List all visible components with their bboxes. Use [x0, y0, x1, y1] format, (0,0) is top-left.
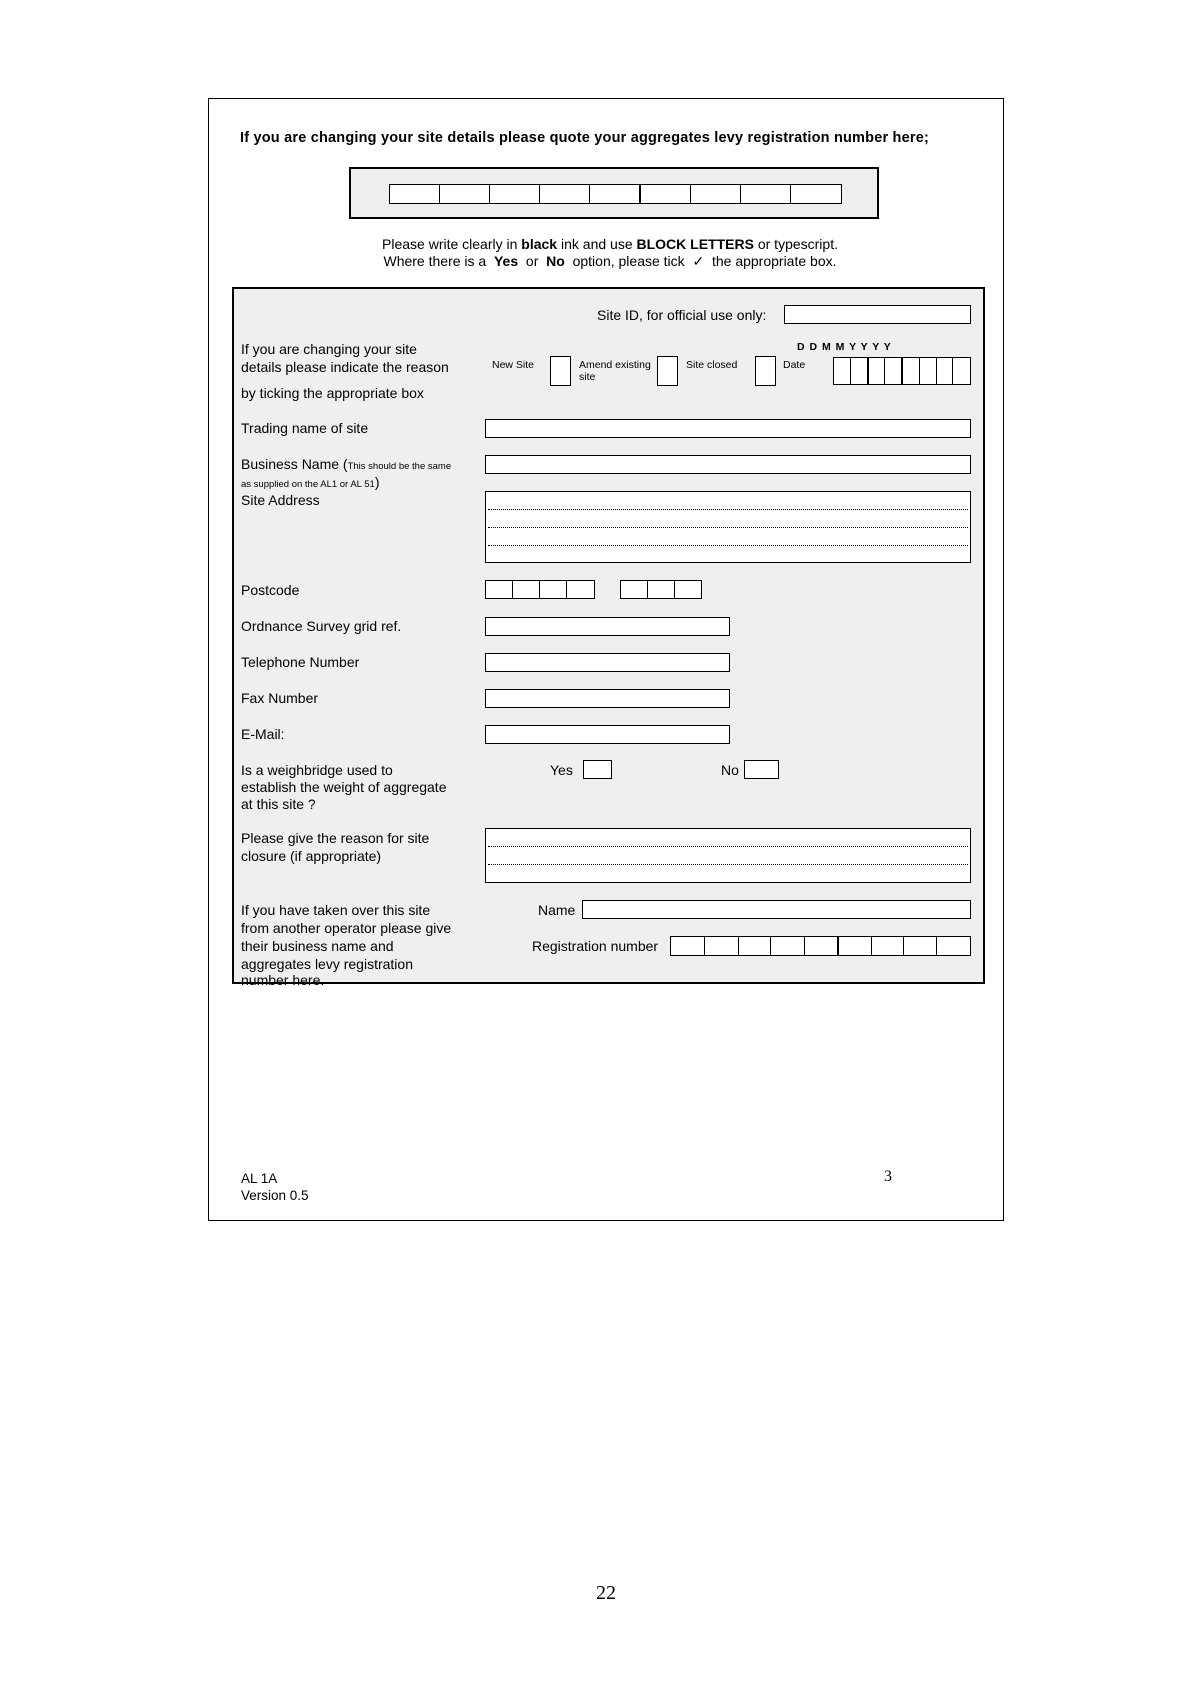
email-field[interactable]: [485, 725, 730, 744]
os-grid-ref-field[interactable]: [485, 617, 730, 636]
new-site-label: New Site: [492, 359, 535, 371]
date-format-hint: D D M M Y Y Y Y: [797, 341, 892, 353]
reg-digit-box[interactable]: [641, 185, 691, 203]
weighbridge-label-line-2: establish the weight of aggregate: [241, 779, 447, 795]
date-digit-box[interactable]: [834, 358, 851, 384]
postcode-char-box[interactable]: [621, 581, 648, 598]
amend-existing-label-line-2: site: [579, 371, 596, 383]
fax-label: Fax Number: [241, 690, 319, 706]
site-address-field[interactable]: [485, 491, 971, 563]
instructions-line-2: Where there is a Yes or No option, please tick ✓ the appropriate box.: [383, 253, 837, 269]
takeover-label-line-3: their business name and: [241, 938, 394, 954]
email-label: E-Mail:: [241, 726, 285, 742]
reg-digit-box[interactable]: [590, 185, 641, 203]
reg-digit-box[interactable]: [741, 185, 791, 203]
os-grid-ref-label: Ordnance Survey grid ref.: [241, 618, 402, 634]
reason-label-line-1: If you are changing your site: [241, 341, 417, 357]
reg-digit-box[interactable]: [691, 185, 741, 203]
postcode-char-box[interactable]: [540, 581, 567, 598]
prev-reg-digit-box[interactable]: [872, 937, 905, 955]
takeover-label-line-5: number here.: [241, 972, 325, 988]
site-id-label: Site ID, for official use only:: [597, 307, 767, 323]
date-boxes[interactable]: [833, 357, 971, 385]
business-name-field[interactable]: [485, 455, 971, 474]
prev-reg-digit-box[interactable]: [904, 937, 937, 955]
prev-reg-digit-box[interactable]: [937, 937, 970, 955]
trading-name-label: Trading name of site: [241, 420, 369, 436]
site-closed-label: Site closed: [686, 359, 738, 371]
prev-reg-digit-box[interactable]: [671, 937, 705, 955]
reg-digit-box[interactable]: [390, 185, 440, 203]
instructions-line-1: Please write clearly in black ink and use BLOCK LETTERS or typescript.: [382, 236, 838, 252]
form-code: AL 1A: [241, 1171, 278, 1186]
fax-field[interactable]: [485, 689, 730, 708]
registration-number-panel: [349, 167, 879, 219]
telephone-label: Telephone Number: [241, 654, 360, 670]
previous-registration-boxes[interactable]: [670, 936, 971, 956]
weighbridge-label-line-3: at this site ?: [241, 796, 316, 812]
takeover-label-line-2: from another operator please give: [241, 920, 452, 936]
prev-reg-digit-box[interactable]: [839, 937, 872, 955]
takeover-label-line-1: If you have taken over this site: [241, 902, 431, 918]
previous-operator-name-label: Name: [538, 902, 576, 918]
date-digit-box[interactable]: [920, 358, 937, 384]
registration-heading: If you are changing your site details please quote your aggregates levy registration number here;: [240, 130, 929, 146]
previous-operator-name-field[interactable]: [582, 900, 971, 919]
date-digit-box[interactable]: [885, 358, 903, 384]
prev-reg-digit-box[interactable]: [739, 937, 772, 955]
postcode-label: Postcode: [241, 582, 300, 598]
weighbridge-no-checkbox[interactable]: [744, 760, 779, 779]
weighbridge-label-line-1: Is a weighbridge used to: [241, 762, 393, 778]
postcode-char-box[interactable]: [567, 581, 594, 598]
date-digit-box[interactable]: [869, 358, 886, 384]
date-digit-box[interactable]: [851, 358, 869, 384]
closure-reason-label-line-2: closure (if appropriate): [241, 848, 382, 864]
site-closed-checkbox[interactable]: [755, 356, 776, 386]
reg-digit-box[interactable]: [791, 185, 841, 203]
takeover-label-line-4: aggregates levy registration: [241, 956, 413, 972]
reg-digit-box[interactable]: [540, 185, 590, 203]
form-version: Version 0.5: [241, 1188, 309, 1203]
postcode-char-box[interactable]: [513, 581, 540, 598]
inner-page-number: 3: [884, 1168, 892, 1185]
weighbridge-no-label: No: [721, 762, 739, 778]
postcode-outward-boxes[interactable]: [485, 580, 595, 599]
site-address-label: Site Address: [241, 492, 320, 508]
reason-label-line-2: details please indicate the reason: [241, 359, 449, 375]
reg-digit-box[interactable]: [490, 185, 540, 203]
postcode-char-box[interactable]: [648, 581, 675, 598]
site-id-field[interactable]: [784, 305, 971, 324]
tick-mark-icon: ✓: [692, 253, 705, 269]
weighbridge-yes-checkbox[interactable]: [583, 760, 612, 779]
business-name-note: as supplied on the AL1 or AL 51): [241, 474, 380, 490]
trading-name-field[interactable]: [485, 419, 971, 438]
weighbridge-yes-label: Yes: [550, 762, 573, 778]
telephone-field[interactable]: [485, 653, 730, 672]
registration-number-boxes[interactable]: [389, 184, 842, 204]
prev-reg-digit-box[interactable]: [805, 937, 839, 955]
amend-existing-label-line-1: Amend existing: [579, 359, 651, 371]
date-digit-box[interactable]: [937, 358, 954, 384]
new-site-checkbox[interactable]: [550, 356, 571, 386]
postcode-inward-boxes[interactable]: [620, 580, 702, 599]
postcode-char-box[interactable]: [675, 581, 701, 598]
previous-registration-label: Registration number: [532, 938, 659, 954]
date-digit-box[interactable]: [903, 358, 920, 384]
business-name-label: Business Name (This should be the same: [241, 456, 452, 472]
prev-reg-digit-box[interactable]: [771, 937, 805, 955]
date-label: Date: [783, 359, 806, 371]
date-digit-box[interactable]: [953, 358, 970, 384]
amend-existing-checkbox[interactable]: [657, 356, 678, 386]
prev-reg-digit-box[interactable]: [705, 937, 739, 955]
closure-reason-label-line-1: Please give the reason for site: [241, 830, 430, 846]
reg-digit-box[interactable]: [440, 185, 490, 203]
closure-reason-field[interactable]: [485, 828, 971, 883]
postcode-char-box[interactable]: [486, 581, 513, 598]
reason-label-line-3: by ticking the appropriate box: [241, 385, 424, 401]
page-number: 22: [596, 1582, 616, 1604]
